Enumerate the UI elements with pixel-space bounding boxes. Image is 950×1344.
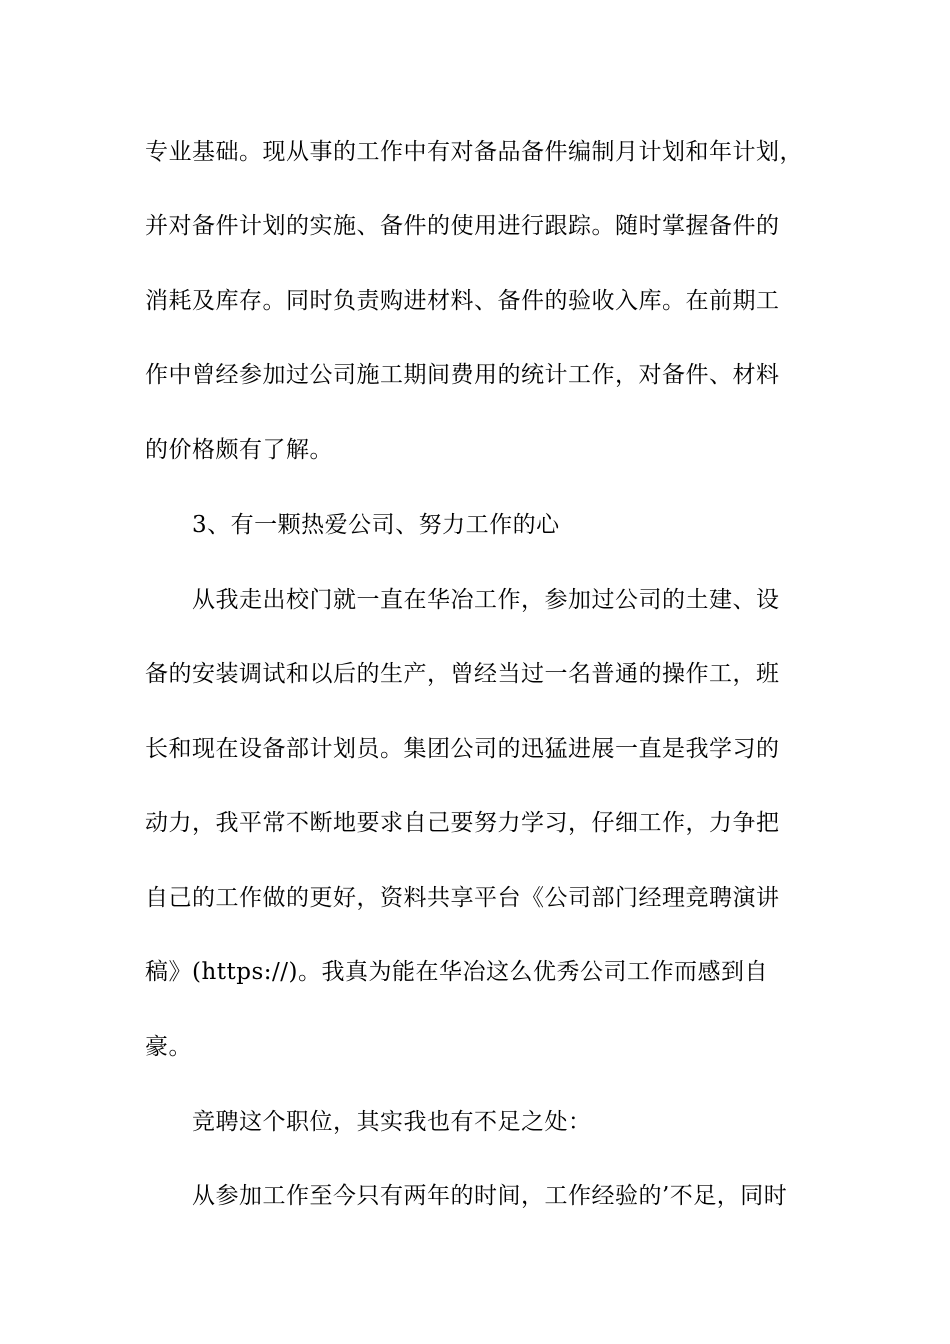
section-heading: 3、有一颗热爱公司、努力工作的心	[192, 512, 560, 538]
paragraph-line-10: 自己的工作做的更好，资料共享平台《公司部门经理竞聘演讲	[145, 885, 780, 911]
paragraph-line-5: 的价格颇有了解。	[145, 437, 333, 463]
paragraph-line-4: 作中曾经参加过公司施工期间费用的统计工作，对备件、材料	[145, 362, 780, 388]
paragraph-line-7: 备的安装调试和以后的生产，曾经当过一名普通的操作工，班	[145, 661, 780, 687]
paragraph-line-9: 动力，我平常不断地要求自己要努力学习，仔细工作，力争把	[145, 810, 780, 836]
paragraph-line-8: 长和现在设备部计划员。集团公司的迅猛进展一直是我学习的	[145, 736, 780, 762]
paragraph-line-2: 并对备件计划的实施、备件的使用进行跟踪。随时掌握备件的	[145, 213, 780, 239]
paragraph-line-13: 竞聘这个职位，其实我也有不足之处：	[192, 1109, 592, 1135]
paragraph-line-1: 专业基础。现从事的工作中有对备品备件编制月计划和年计划，	[145, 139, 803, 165]
paragraph-line-6: 从我走出校门就一直在华冶工作，参加过公司的土建、设	[192, 587, 780, 613]
paragraph-line-12: 豪。	[145, 1034, 192, 1060]
paragraph-line-11: 稿》(https://)。我真为能在华冶这么优秀公司工作而感到自	[145, 959, 769, 985]
paragraph-line-14: 从参加工作至今只有两年的时间，工作经验的’不足，同时	[192, 1183, 788, 1209]
paragraph-line-3: 消耗及库存。同时负责购进材料、备件的验收入库。在前期工	[145, 288, 780, 314]
